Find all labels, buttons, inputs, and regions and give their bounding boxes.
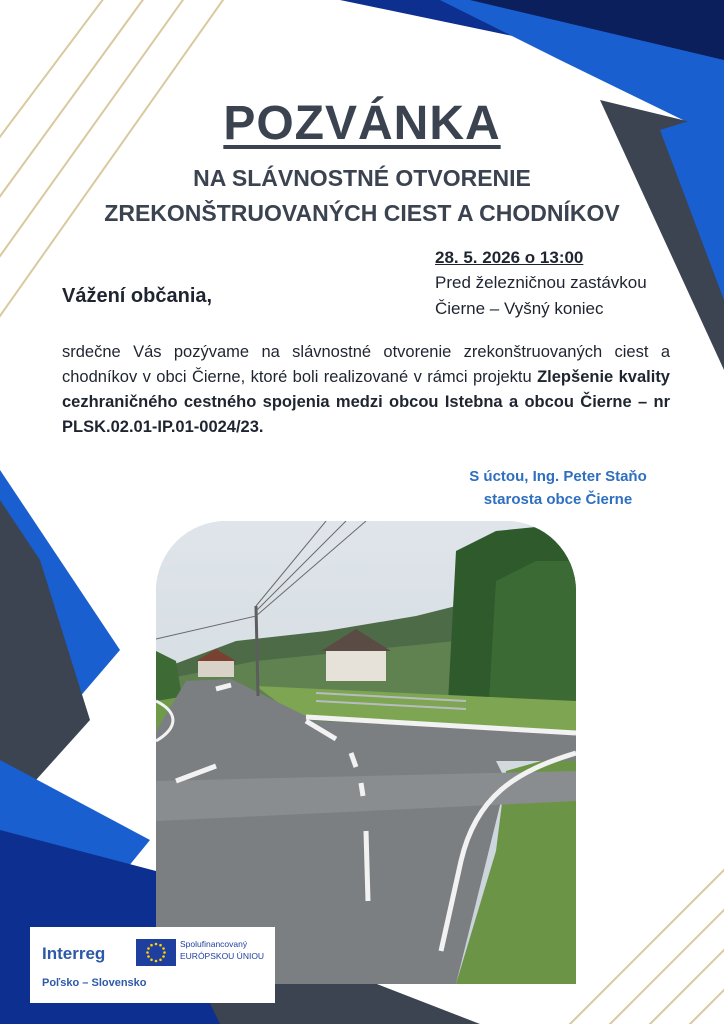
page-title: POZVÁNKA	[223, 97, 501, 150]
greeting: Vážení občania,	[62, 285, 213, 307]
invitation-body	[62, 340, 670, 440]
eu-union-text: EURÓPSKOU ÚNIOU	[180, 951, 265, 961]
road-photo	[156, 521, 576, 984]
subtitle-line-2: ZREKONŠTRUOVANÝCH CIEST A CHODNÍKOV	[104, 200, 620, 226]
interreg-logo-text: Interreg	[42, 944, 106, 963]
eu-cofinanced-text: Spolufinancovaný	[180, 939, 248, 949]
signature-line-1: S úctou, Ing. Peter Staňo	[469, 468, 647, 485]
project-name: Zlepšenie kvality cezhraničného cestného spojenia medzi obcou Istebna a obcou Čierne – nr PLSK.02.01-IP.01-0024/23.	[62, 368, 670, 436]
event-date-time: 28. 5. 2026 o 13:00	[435, 248, 584, 267]
subtitle-line-1: NA SLÁVNOSTNÉ OTVORENIE	[193, 165, 531, 191]
body-intro: srdečne Vás pozývame na slávnostné otvorenie zrekonštruovaných ciest a chodníkov v obci Čierne, ktoré boli realizované v rámci projektu	[62, 343, 670, 386]
eu-flag-icon	[136, 939, 176, 966]
interreg-logo-box	[30, 927, 275, 1003]
signature-line-2: starosta obce Čierne	[483, 491, 633, 508]
event-place-line-2: Čierne – Vyšný koniec	[435, 299, 604, 318]
event-place-line-1: Pred železničnou zastávkou	[435, 273, 647, 292]
programme-region: Poľsko – Slovensko	[42, 977, 147, 989]
